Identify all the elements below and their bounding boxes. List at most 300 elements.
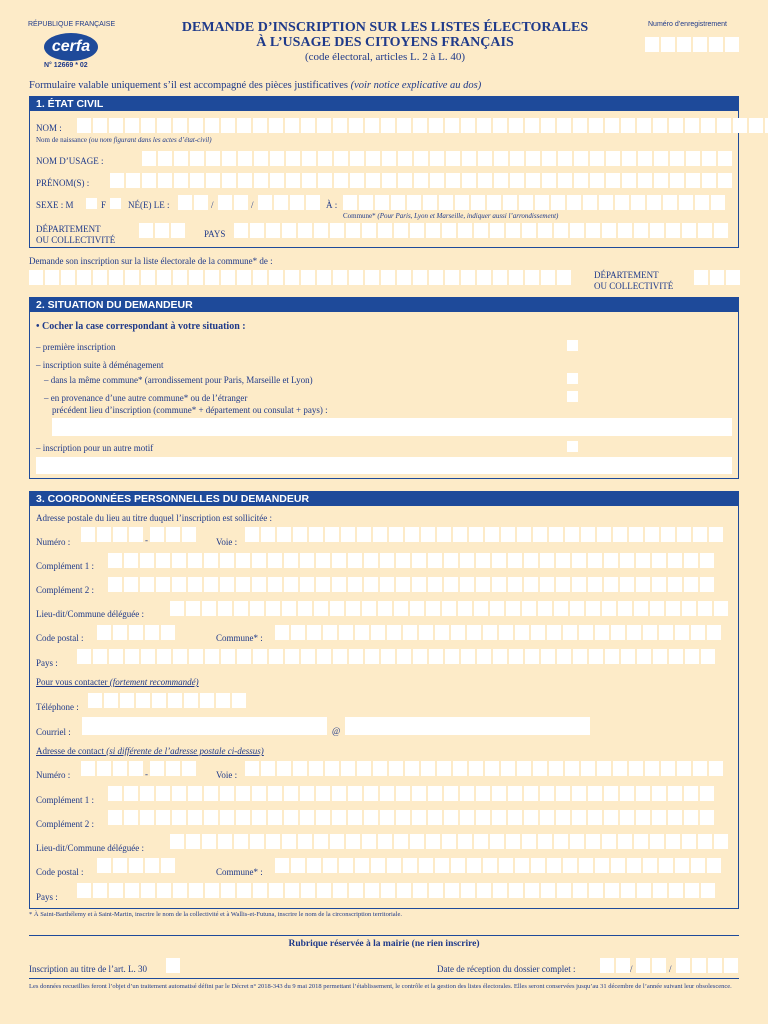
sexe-m-checkbox[interactable] bbox=[86, 198, 97, 209]
char-box[interactable] bbox=[140, 786, 154, 801]
char-box[interactable] bbox=[270, 151, 284, 166]
char-box[interactable] bbox=[350, 151, 364, 166]
char-box[interactable] bbox=[474, 834, 488, 849]
char-box[interactable] bbox=[365, 883, 379, 898]
char-box[interactable] bbox=[234, 601, 248, 616]
char-box[interactable] bbox=[309, 527, 323, 542]
char-box[interactable] bbox=[125, 883, 139, 898]
char-box[interactable] bbox=[682, 601, 696, 616]
char-box[interactable] bbox=[634, 834, 648, 849]
char-box[interactable] bbox=[749, 118, 763, 133]
char-box[interactable] bbox=[254, 151, 268, 166]
char-box[interactable] bbox=[522, 223, 536, 238]
char-box[interactable] bbox=[108, 553, 122, 568]
char-box[interactable] bbox=[429, 649, 443, 664]
char-box[interactable] bbox=[700, 577, 714, 592]
char-box[interactable] bbox=[478, 173, 492, 188]
char-box[interactable] bbox=[647, 195, 661, 210]
char-box[interactable] bbox=[461, 270, 475, 285]
char-box[interactable] bbox=[166, 761, 180, 776]
char-box[interactable] bbox=[506, 223, 520, 238]
prenoms-input[interactable] bbox=[110, 173, 732, 188]
char-box[interactable] bbox=[685, 883, 699, 898]
char-box[interactable] bbox=[140, 810, 154, 825]
char-box[interactable] bbox=[702, 151, 716, 166]
char-box[interactable] bbox=[314, 223, 328, 238]
char-box[interactable] bbox=[435, 625, 449, 640]
char-box[interactable] bbox=[398, 151, 412, 166]
char-box[interactable] bbox=[541, 270, 555, 285]
char-box[interactable] bbox=[458, 601, 472, 616]
char-box[interactable] bbox=[508, 553, 522, 568]
char-box[interactable] bbox=[29, 270, 43, 285]
char-box[interactable] bbox=[188, 577, 202, 592]
char-box[interactable] bbox=[570, 223, 584, 238]
char-box[interactable] bbox=[510, 173, 524, 188]
char-box[interactable] bbox=[652, 553, 666, 568]
birth-day-input[interactable] bbox=[178, 195, 208, 210]
char-box[interactable] bbox=[579, 858, 593, 873]
char-box[interactable] bbox=[129, 761, 143, 776]
char-box[interactable] bbox=[300, 577, 314, 592]
char-box[interactable] bbox=[412, 577, 426, 592]
char-box[interactable] bbox=[622, 173, 636, 188]
char-box[interactable] bbox=[428, 553, 442, 568]
char-box[interactable] bbox=[493, 649, 507, 664]
char-box[interactable] bbox=[444, 810, 458, 825]
char-box[interactable] bbox=[733, 118, 747, 133]
char-box[interactable] bbox=[572, 553, 586, 568]
char-box[interactable] bbox=[282, 223, 296, 238]
voie-input[interactable] bbox=[245, 527, 723, 542]
char-box[interactable] bbox=[636, 577, 650, 592]
char-box[interactable] bbox=[586, 601, 600, 616]
char-box[interactable] bbox=[161, 858, 175, 873]
char-box[interactable] bbox=[236, 786, 250, 801]
char-box[interactable] bbox=[189, 649, 203, 664]
char-box[interactable] bbox=[558, 173, 572, 188]
char-box[interactable] bbox=[428, 786, 442, 801]
char-box[interactable] bbox=[349, 270, 363, 285]
char-box[interactable] bbox=[490, 223, 504, 238]
char-box[interactable] bbox=[540, 553, 554, 568]
char-box[interactable] bbox=[266, 601, 280, 616]
char-box[interactable] bbox=[274, 195, 288, 210]
autre-commune-checkbox[interactable] bbox=[567, 391, 578, 402]
char-box[interactable] bbox=[220, 810, 234, 825]
char-box[interactable] bbox=[97, 761, 111, 776]
char-box[interactable] bbox=[373, 761, 387, 776]
char-box[interactable] bbox=[590, 173, 604, 188]
char-box[interactable] bbox=[261, 527, 275, 542]
char-box[interactable] bbox=[541, 883, 555, 898]
char-box[interactable] bbox=[45, 270, 59, 285]
char-box[interactable] bbox=[349, 118, 363, 133]
char-box[interactable] bbox=[509, 883, 523, 898]
char-box[interactable] bbox=[581, 761, 595, 776]
char-box[interactable] bbox=[373, 527, 387, 542]
char-box[interactable] bbox=[339, 858, 353, 873]
char-box[interactable] bbox=[387, 858, 401, 873]
char-box[interactable] bbox=[397, 270, 411, 285]
char-box[interactable] bbox=[531, 625, 545, 640]
char-box[interactable] bbox=[620, 577, 634, 592]
char-box[interactable] bbox=[173, 118, 187, 133]
char-box[interactable] bbox=[615, 195, 629, 210]
char-box[interactable] bbox=[413, 270, 427, 285]
char-box[interactable] bbox=[301, 649, 315, 664]
char-box[interactable] bbox=[125, 649, 139, 664]
char-box[interactable] bbox=[275, 625, 289, 640]
char-box[interactable] bbox=[685, 118, 699, 133]
char-box[interactable] bbox=[437, 761, 451, 776]
char-box[interactable] bbox=[332, 577, 346, 592]
char-box[interactable] bbox=[586, 223, 600, 238]
char-box[interactable] bbox=[81, 527, 95, 542]
char-box[interactable] bbox=[589, 649, 603, 664]
char-box[interactable] bbox=[113, 527, 127, 542]
char-box[interactable] bbox=[396, 810, 410, 825]
char-box[interactable] bbox=[216, 693, 230, 708]
char-box[interactable] bbox=[579, 625, 593, 640]
char-box[interactable] bbox=[629, 527, 643, 542]
char-box[interactable] bbox=[188, 810, 202, 825]
char-box[interactable] bbox=[589, 118, 603, 133]
char-box[interactable] bbox=[77, 883, 91, 898]
char-box[interactable] bbox=[171, 223, 185, 238]
char-box[interactable] bbox=[405, 527, 419, 542]
char-box[interactable] bbox=[362, 601, 376, 616]
char-box[interactable] bbox=[541, 649, 555, 664]
char-box[interactable] bbox=[423, 195, 437, 210]
char-box[interactable] bbox=[188, 553, 202, 568]
char-box[interactable] bbox=[461, 883, 475, 898]
char-box[interactable] bbox=[410, 601, 424, 616]
char-box[interactable] bbox=[541, 118, 555, 133]
char-box[interactable] bbox=[455, 195, 469, 210]
char-box[interactable] bbox=[378, 834, 392, 849]
contact-numero-input[interactable] bbox=[81, 761, 143, 776]
char-box[interactable] bbox=[698, 601, 712, 616]
char-box[interactable] bbox=[365, 649, 379, 664]
char-box[interactable] bbox=[467, 858, 481, 873]
char-box[interactable] bbox=[442, 834, 456, 849]
char-box[interactable] bbox=[476, 786, 490, 801]
char-box[interactable] bbox=[467, 625, 481, 640]
char-box[interactable] bbox=[194, 195, 208, 210]
char-box[interactable] bbox=[378, 601, 392, 616]
char-box[interactable] bbox=[237, 118, 251, 133]
char-box[interactable] bbox=[554, 834, 568, 849]
char-box[interactable] bbox=[396, 553, 410, 568]
char-box[interactable] bbox=[435, 858, 449, 873]
char-box[interactable] bbox=[140, 553, 154, 568]
char-box[interactable] bbox=[129, 527, 143, 542]
char-box[interactable] bbox=[234, 223, 248, 238]
char-box[interactable] bbox=[445, 270, 459, 285]
char-box[interactable] bbox=[77, 118, 91, 133]
char-box[interactable] bbox=[563, 858, 577, 873]
char-box[interactable] bbox=[670, 151, 684, 166]
char-box[interactable] bbox=[253, 118, 267, 133]
char-box[interactable] bbox=[285, 649, 299, 664]
char-box[interactable] bbox=[493, 118, 507, 133]
lieudit-input[interactable] bbox=[170, 601, 728, 616]
char-box[interactable] bbox=[604, 810, 618, 825]
char-box[interactable] bbox=[595, 858, 609, 873]
char-box[interactable] bbox=[306, 195, 320, 210]
char-box[interactable] bbox=[462, 151, 476, 166]
char-box[interactable] bbox=[186, 834, 200, 849]
char-box[interactable] bbox=[698, 834, 712, 849]
char-box[interactable] bbox=[245, 527, 259, 542]
char-box[interactable] bbox=[407, 195, 421, 210]
char-box[interactable] bbox=[157, 883, 171, 898]
char-box[interactable] bbox=[439, 195, 453, 210]
char-box[interactable] bbox=[653, 649, 667, 664]
char-box[interactable] bbox=[150, 527, 164, 542]
char-box[interactable] bbox=[506, 834, 520, 849]
char-box[interactable] bbox=[403, 625, 417, 640]
char-box[interactable] bbox=[682, 223, 696, 238]
char-box[interactable] bbox=[155, 223, 169, 238]
char-box[interactable] bbox=[691, 625, 705, 640]
char-box[interactable] bbox=[314, 601, 328, 616]
char-box[interactable] bbox=[93, 649, 107, 664]
char-box[interactable] bbox=[524, 553, 538, 568]
char-box[interactable] bbox=[126, 173, 140, 188]
char-box[interactable] bbox=[202, 834, 216, 849]
char-box[interactable] bbox=[152, 693, 166, 708]
char-box[interactable] bbox=[364, 810, 378, 825]
contact-commune-input[interactable] bbox=[275, 858, 721, 873]
char-box[interactable] bbox=[382, 151, 396, 166]
char-box[interactable] bbox=[359, 195, 373, 210]
char-box[interactable] bbox=[446, 173, 460, 188]
char-box[interactable] bbox=[515, 858, 529, 873]
char-box[interactable] bbox=[285, 883, 299, 898]
char-box[interactable] bbox=[501, 761, 515, 776]
char-box[interactable] bbox=[462, 173, 476, 188]
char-box[interactable] bbox=[602, 223, 616, 238]
char-box[interactable] bbox=[391, 195, 405, 210]
precedent-lieu-input[interactable] bbox=[52, 418, 732, 436]
char-box[interactable] bbox=[461, 649, 475, 664]
char-box[interactable] bbox=[316, 553, 330, 568]
char-box[interactable] bbox=[362, 223, 376, 238]
char-box[interactable] bbox=[477, 883, 491, 898]
contact-complement2-input[interactable] bbox=[108, 810, 714, 825]
char-box[interactable] bbox=[556, 553, 570, 568]
char-box[interactable] bbox=[684, 810, 698, 825]
char-box[interactable] bbox=[556, 577, 570, 592]
char-box[interactable] bbox=[221, 883, 235, 898]
birth-year-input[interactable] bbox=[258, 195, 320, 210]
char-box[interactable] bbox=[707, 858, 721, 873]
char-box[interactable] bbox=[332, 553, 346, 568]
char-box[interactable] bbox=[567, 195, 581, 210]
char-box[interactable] bbox=[492, 786, 506, 801]
char-box[interactable] bbox=[421, 761, 435, 776]
char-box[interactable] bbox=[339, 625, 353, 640]
char-box[interactable] bbox=[526, 173, 540, 188]
char-box[interactable] bbox=[364, 553, 378, 568]
char-box[interactable] bbox=[205, 270, 219, 285]
char-box[interactable] bbox=[234, 195, 248, 210]
char-box[interactable] bbox=[494, 151, 508, 166]
char-box[interactable] bbox=[170, 601, 184, 616]
char-box[interactable] bbox=[301, 883, 315, 898]
char-box[interactable] bbox=[245, 761, 259, 776]
char-box[interactable] bbox=[341, 761, 355, 776]
char-box[interactable] bbox=[380, 810, 394, 825]
char-box[interactable] bbox=[710, 270, 724, 285]
char-box[interactable] bbox=[140, 577, 154, 592]
char-box[interactable] bbox=[237, 883, 251, 898]
char-box[interactable] bbox=[394, 834, 408, 849]
char-box[interactable] bbox=[129, 858, 143, 873]
char-box[interactable] bbox=[394, 223, 408, 238]
char-box[interactable] bbox=[557, 118, 571, 133]
char-box[interactable] bbox=[221, 118, 235, 133]
char-box[interactable] bbox=[234, 834, 248, 849]
char-box[interactable] bbox=[161, 625, 175, 640]
contact-pays-input[interactable] bbox=[77, 883, 715, 898]
char-box[interactable] bbox=[652, 810, 666, 825]
departement-input[interactable] bbox=[139, 223, 185, 238]
char-box[interactable] bbox=[637, 883, 651, 898]
char-box[interactable] bbox=[110, 173, 124, 188]
char-box[interactable] bbox=[136, 693, 150, 708]
char-box[interactable] bbox=[317, 270, 331, 285]
char-box[interactable] bbox=[606, 151, 620, 166]
char-box[interactable] bbox=[380, 786, 394, 801]
contact-code-postal-input[interactable] bbox=[97, 858, 175, 873]
char-box[interactable] bbox=[714, 223, 728, 238]
char-box[interactable] bbox=[669, 118, 683, 133]
char-box[interactable] bbox=[469, 761, 483, 776]
char-box[interactable] bbox=[364, 786, 378, 801]
char-box[interactable] bbox=[682, 834, 696, 849]
char-box[interactable] bbox=[583, 195, 597, 210]
char-box[interactable] bbox=[517, 761, 531, 776]
char-box[interactable] bbox=[414, 151, 428, 166]
char-box[interactable] bbox=[330, 223, 344, 238]
char-box[interactable] bbox=[487, 195, 501, 210]
char-box[interactable] bbox=[346, 223, 360, 238]
nom-usage-input[interactable] bbox=[142, 151, 732, 166]
char-box[interactable] bbox=[125, 118, 139, 133]
char-box[interactable] bbox=[558, 151, 572, 166]
char-box[interactable] bbox=[483, 625, 497, 640]
char-box[interactable] bbox=[477, 118, 491, 133]
char-box[interactable] bbox=[124, 810, 138, 825]
char-box[interactable] bbox=[460, 810, 474, 825]
char-box[interactable] bbox=[604, 553, 618, 568]
char-box[interactable] bbox=[605, 649, 619, 664]
char-box[interactable] bbox=[461, 118, 475, 133]
char-box[interactable] bbox=[549, 761, 563, 776]
char-box[interactable] bbox=[620, 553, 634, 568]
char-box[interactable] bbox=[597, 527, 611, 542]
char-box[interactable] bbox=[693, 761, 707, 776]
char-box[interactable] bbox=[668, 553, 682, 568]
char-box[interactable] bbox=[709, 527, 723, 542]
char-box[interactable] bbox=[666, 223, 680, 238]
char-box[interactable] bbox=[318, 173, 332, 188]
char-box[interactable] bbox=[621, 118, 635, 133]
char-box[interactable] bbox=[618, 601, 632, 616]
char-box[interactable] bbox=[686, 173, 700, 188]
char-box[interactable] bbox=[293, 761, 307, 776]
char-box[interactable] bbox=[250, 601, 264, 616]
char-box[interactable] bbox=[346, 834, 360, 849]
char-box[interactable] bbox=[173, 270, 187, 285]
char-box[interactable] bbox=[522, 601, 536, 616]
char-box[interactable] bbox=[364, 577, 378, 592]
char-box[interactable] bbox=[437, 527, 451, 542]
char-box[interactable] bbox=[659, 858, 673, 873]
sexe-f-checkbox[interactable] bbox=[110, 198, 121, 209]
char-box[interactable] bbox=[254, 173, 268, 188]
char-box[interactable] bbox=[382, 173, 396, 188]
complement2-input[interactable] bbox=[108, 577, 714, 592]
char-box[interactable] bbox=[307, 625, 321, 640]
char-box[interactable] bbox=[348, 810, 362, 825]
char-box[interactable] bbox=[145, 858, 159, 873]
char-box[interactable] bbox=[412, 810, 426, 825]
char-box[interactable] bbox=[381, 649, 395, 664]
char-box[interactable] bbox=[570, 601, 584, 616]
char-box[interactable] bbox=[492, 577, 506, 592]
char-box[interactable] bbox=[573, 883, 587, 898]
char-box[interactable] bbox=[700, 553, 714, 568]
char-box[interactable] bbox=[348, 786, 362, 801]
char-box[interactable] bbox=[426, 834, 440, 849]
char-box[interactable] bbox=[218, 601, 232, 616]
char-box[interactable] bbox=[139, 223, 153, 238]
char-box[interactable] bbox=[458, 223, 472, 238]
char-box[interactable] bbox=[250, 834, 264, 849]
char-box[interactable] bbox=[597, 761, 611, 776]
char-box[interactable] bbox=[141, 649, 155, 664]
char-box[interactable] bbox=[109, 270, 123, 285]
char-box[interactable] bbox=[290, 195, 304, 210]
char-box[interactable] bbox=[444, 553, 458, 568]
char-box[interactable] bbox=[316, 577, 330, 592]
char-box[interactable] bbox=[190, 173, 204, 188]
char-box[interactable] bbox=[156, 553, 170, 568]
char-box[interactable] bbox=[387, 625, 401, 640]
char-box[interactable] bbox=[355, 858, 369, 873]
char-box[interactable] bbox=[157, 649, 171, 664]
char-box[interactable] bbox=[141, 883, 155, 898]
char-box[interactable] bbox=[285, 270, 299, 285]
char-box[interactable] bbox=[605, 118, 619, 133]
char-box[interactable] bbox=[266, 223, 280, 238]
char-box[interactable] bbox=[663, 195, 677, 210]
char-box[interactable] bbox=[533, 761, 547, 776]
char-box[interactable] bbox=[709, 761, 723, 776]
char-box[interactable] bbox=[547, 858, 561, 873]
char-box[interactable] bbox=[261, 761, 275, 776]
char-box[interactable] bbox=[200, 693, 214, 708]
char-box[interactable] bbox=[410, 223, 424, 238]
char-box[interactable] bbox=[650, 601, 664, 616]
char-box[interactable] bbox=[284, 553, 298, 568]
char-box[interactable] bbox=[588, 810, 602, 825]
char-box[interactable] bbox=[350, 173, 364, 188]
